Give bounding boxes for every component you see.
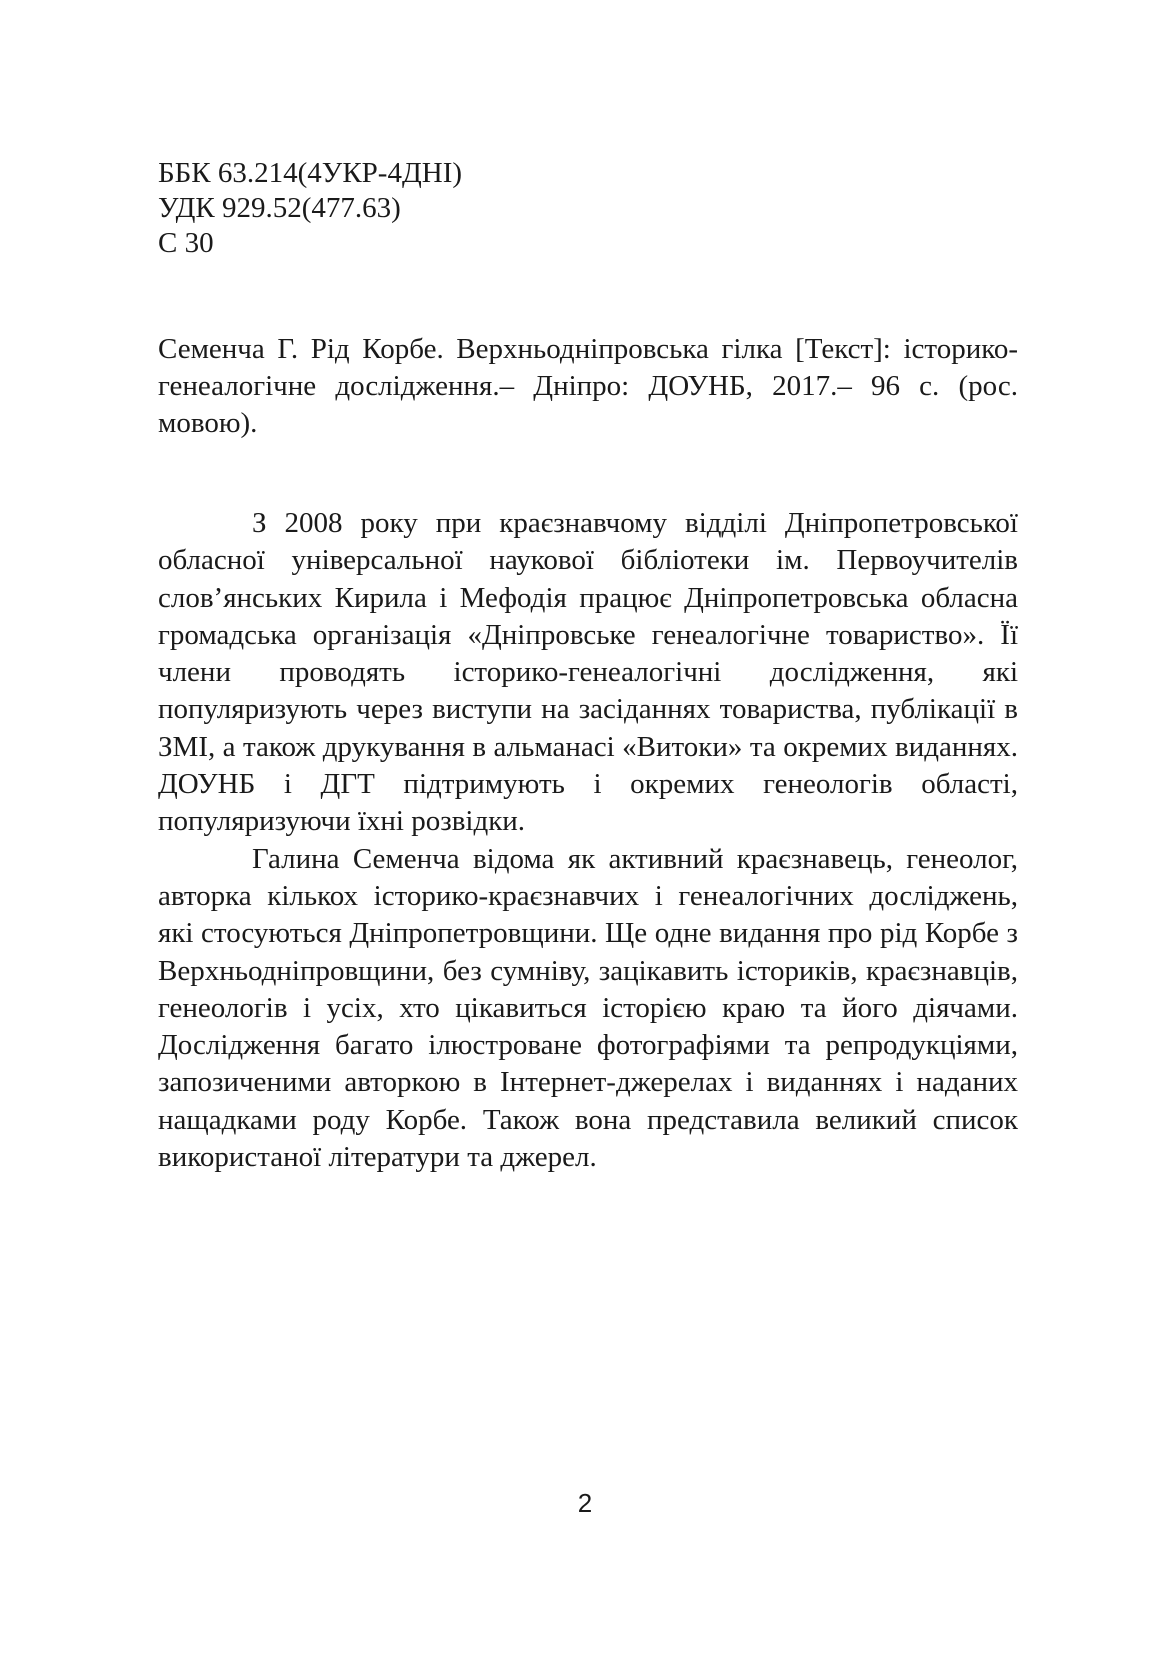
author-mark: С 30 [158,227,214,259]
annotation-text [158,505,1018,1176]
page-number: 2 [577,1488,593,1518]
udk-code: УДК 929.52(477.63) [158,192,401,224]
classification-codes [158,156,1018,261]
paragraph: З 2008 року при краєзнавчому відділі Дніпропетровської обласної універсальної наукової бібліотеки ім. Первоучителів слов’янських Кирила і Мефодія працює Дніпропетровська обласна громадська організація «Дніпровське генеалогічне товариство». Її члени проводять історико-генеалогічні дослідження, які популяризують через виступи на засіданнях товариства, публікації в ЗМІ, а також друкування в альманасі «Витоки» та окремих виданнях. ДОУНБ і ДГТ підтримують і окремих генеологів області, популяризуючи їхні розвідки. [158,507,1018,838]
bibliographic-citation: Семенча Г. Рід Корбе. Верхньодніпровська гілка [Текст]: історико-генеалогічне дослідження.– Дніпро: ДОУНБ, 2017.– 96 с. (рос. мовою). [158,333,1018,439]
bbk-code: ББК 63.214(4УКР-4ДНІ) [158,157,463,189]
paragraph: Галина Семенча відома як активний краєзнавець, генеолог, авторка кількох історико-краєзнавчих і генеалогічних досліджень, які стосуються Дніпропетровщини. Ще одне видання про рід Корбе з Верхньодніпровщини, без сумніву, зацікавить істориків, краєзнавців, генеологів і усіх, хто цікавиться історією краю та його діячами. Дослідження багато ілюстроване фотографіями та репродукціями, запозиченими авторкою в Інтернет-джерелах і виданнях і наданих нащадками роду Корбе. Також вона представила великий список використаної літератури та джерел. [158,842,1018,1174]
